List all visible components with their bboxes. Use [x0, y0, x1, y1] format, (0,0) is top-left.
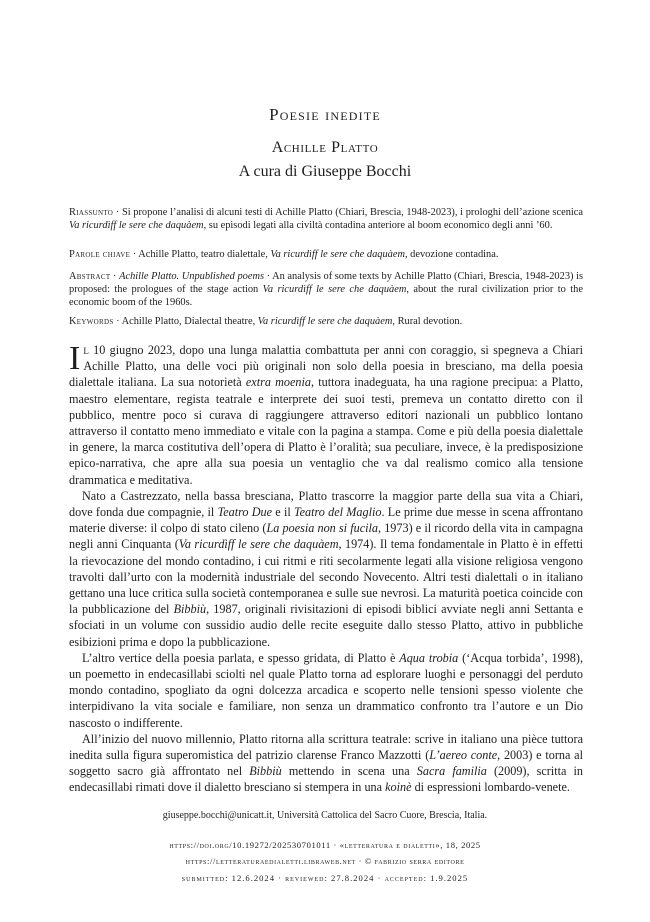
abstract-italic: Va ricurdìff le sere che daquàem — [262, 284, 407, 295]
paragraph-text: mettendo in scena una — [281, 764, 417, 779]
parole-chiave-block — [69, 248, 583, 261]
separator: · — [113, 316, 122, 327]
paragraph-text: , 1974). Il tema fondamentale in Platto è in effetti la rievocazione del mondo contadino, i cui ritmi e riti secolarmente legati alla visione religiosa vengono travolti dall’urto con la modernità industriale del secondo Novecento. Altri testi dialettali o in italiano gettano una luce critica sulla società contemporanea e sulle sue nevrosi. La maturità poetica coincide con la pubblicazione del — [69, 537, 583, 617]
italic-text: Bibbiù — [173, 602, 207, 617]
keywords-block — [69, 315, 583, 328]
paragraph-text: , 1987, originali rivisitazioni di episodi biblici avviate negli anni Settanta e sfociati in un volume con sussidio audio delle recite eseguite dallo stesso Platto, attivo in pubbliche esibizioni prima e dopo la pubblicazione. — [69, 602, 584, 649]
publisher-line: https://letteraturaedialetti.libraweb.net · © fabrizio serra editore — [185, 856, 465, 866]
abstract-label: Abstract — [69, 271, 111, 282]
paragraph-text: (‘Acqua torbida’, 1998), un poemetto in endecasillabi sciolti nel quale Platto torna ad esplorare luoghi e personaggi del perduto mondo contadino, spogliato da ogni dolcezza arcadica e scoperto nelle tensioni spesso violente che interpidivano la vita sociale e familiare, non senza un drammatico confronto tra l’autore e un Dio nascosto o indifferente. — [69, 650, 583, 730]
keywords-text: Achille Platto, Dialectal theatre, — [121, 316, 258, 327]
separator: · — [130, 249, 139, 260]
italic-text: La poesia non si fucila — [266, 521, 378, 536]
body-paragraph-2 — [69, 488, 583, 650]
abstract-block — [69, 270, 583, 309]
abstract-text-end: , about the rural civilization prior to the economic boom of the 1960s. — [69, 284, 583, 308]
italic-text: Teatro Due — [217, 505, 273, 520]
italic-text: L’aereo conte — [429, 748, 498, 763]
parole-chiave-text: Achille Platto, teatro dialettale, — [138, 249, 271, 260]
drop-cap-lead: l — [83, 343, 89, 357]
article-title: Poesie inedite — [269, 105, 381, 124]
drop-cap: I — [69, 340, 81, 377]
abstract-title-italic: Achille Platto. Unpublished poems — [119, 271, 265, 282]
doi-line: https://doi.org/10.19272/202530701011 · «letteratura e dialetti», 18, 2025 — [169, 840, 481, 850]
riassunto-label: Riassunto — [69, 207, 114, 218]
italic-text: Bibbiù — [249, 764, 282, 779]
author-affiliation: giuseppe.bocchi@unicatt.it, Università Cattolica del Sacro Cuore, Brescia, Italia. — [162, 810, 488, 821]
paragraph-text: , tuttora inadeguata, ha una ragione precipua: a Platto, maestro elementare, regista teatrale e interprete dei suoi testi, premeva un contatto diretto con il pubblico, mentre poco si curava di raggiungere attraverso editori nazionali un pubblico lontano attraverso il contatto meno immediato e vitale con la pagina a stampa. Come e più della poesia dialettale in genere, la marca costitutiva dell’opera di Platto è l’oralità; sua peculiare, invece, è la predisposizione epico-narrativa, che apre alla sua poesia un ventaglio che va dal realismo comico alla tensione drammatica e meditativa. — [69, 375, 584, 487]
italic-text: Teatro del Maglio — [293, 505, 382, 520]
paragraph-text: Nato a Castrezzato, nella bassa bresciana, Platto trascorre la maggior parte della sua vita a Chiari, dove fonda due compagnie, il — [69, 488, 583, 520]
article-body — [69, 342, 583, 796]
parole-chiave-label: Parole chiave — [69, 249, 131, 260]
italic-text: extra moenia — [245, 375, 311, 390]
paragraph-text: 10 giugno 2023, dopo una lunga malattia combattuta per anni con coraggio, si spegneva a Chiari Achille Platto, una delle voci più originali non solo della poesia in bresciano, ma della poesia dialettale italiana. La sua notorietà — [69, 343, 583, 390]
keywords-label: Keywords — [69, 316, 114, 327]
paragraph-text: , 1973) e il ricordo della vita in campagna negli anni Cinquanta ( — [69, 521, 583, 552]
riassunto-title-italic: Va ricurdìff le sere che daquàem — [69, 220, 204, 231]
body-paragraph-1 — [69, 342, 583, 488]
keywords-italic: Va ricurdìff le sere che daquàem — [257, 316, 393, 327]
body-paragraph-3 — [69, 650, 583, 731]
keywords-text-end: , Rural devotion. — [392, 316, 463, 327]
body-paragraph-4 — [69, 731, 583, 796]
paragraph-text: , 2003) e torna al soggetto sacro già affrontato nel — [69, 748, 583, 779]
separator: · — [113, 207, 122, 218]
paragraph-text: All’inizio del nuovo millennio, Platto ritorna alla scrittura teatrale: scrive in italiano una pièce tuttora inedita sulla figura superomistica del patrizio clarense Franco Mazzotti ( — [69, 731, 583, 763]
italic-text: Aqua trobia — [399, 650, 459, 665]
paragraph-text: e il — [272, 505, 294, 520]
parole-chiave-text-end: , devozione contadina. — [404, 249, 499, 260]
italic-text: koinè — [385, 780, 412, 795]
article-author: Achille Platto — [271, 139, 379, 156]
paragraph-text: . Le prime due messe in scena affrontano materie diverse: il colpo di stato cileno ( — [69, 505, 584, 536]
italic-text: Sacra familia — [416, 764, 487, 779]
separator: · — [110, 271, 120, 282]
riassunto-text-end: , su episodi legati alla civiltà contadina anteriore al boom economico degli anni ’60. — [203, 220, 553, 231]
italic-text: Va ricurdìff le sere che daquàem — [178, 537, 339, 552]
riassunto-text: Si propone l’analisi di alcuni testi di Achille Platto (Chiari, Brescia, 1948-2023), i prologhi dell’azione scenica — [121, 207, 584, 218]
parole-chiave-italic: Va ricurdìff le sere che daquàem — [270, 249, 405, 260]
paragraph-text: di espressioni lombardo-venete. — [411, 780, 570, 795]
paragraph-text: (2009), scritta in endecasillabi rimati dove il dialetto bresciano si stempera in una — [69, 764, 584, 795]
paragraph-text: L’altro vertice della poesia parlata, e spesso gridata, di Platto è — [82, 650, 400, 665]
riassunto-block — [69, 206, 583, 232]
submission-dates: submitted: 12.6.2024 · reviewed: 27.8.2024 · accepted: 1.9.2025 — [181, 873, 469, 883]
article-editor: A cura di Giuseppe Bocchi — [238, 163, 412, 180]
abstract-text: · An analysis of some texts by Achille Platto (Chiari, Brescia, 1948-2023) is proposed: the prologues of the stage action — [69, 271, 584, 295]
